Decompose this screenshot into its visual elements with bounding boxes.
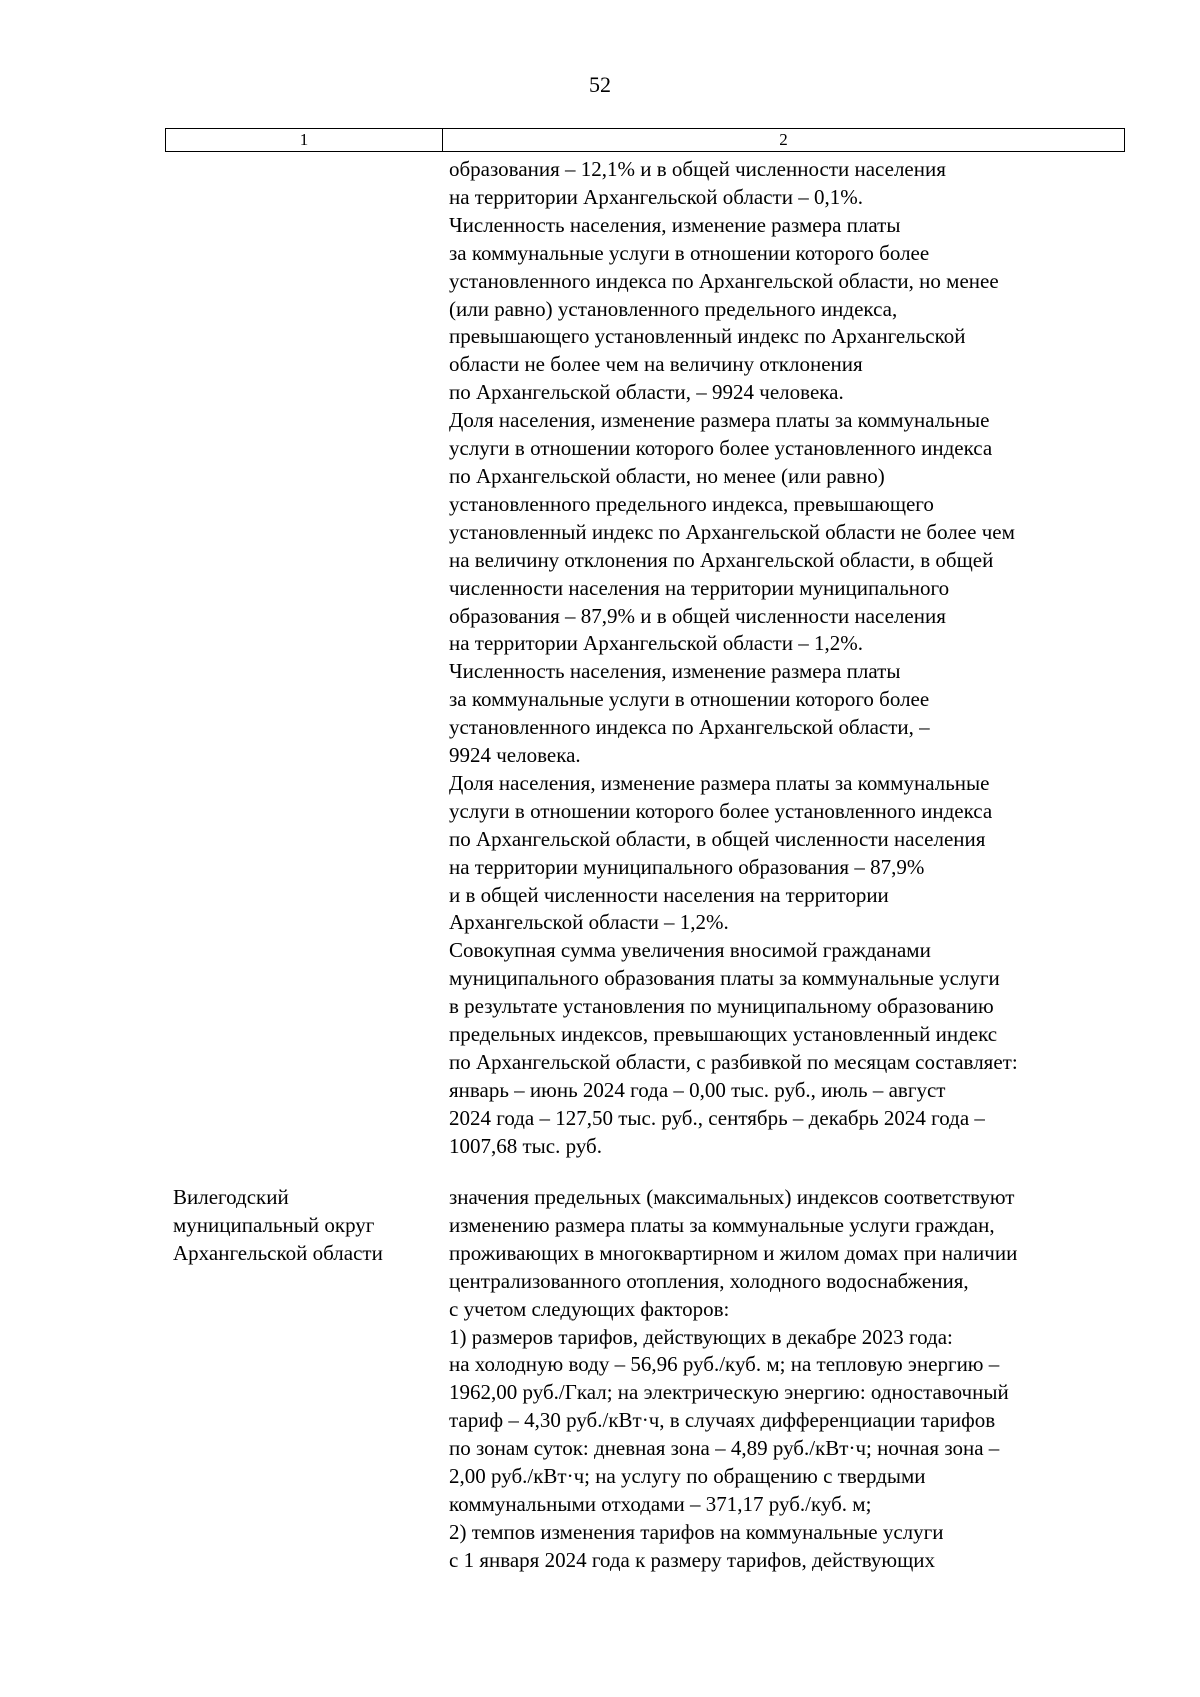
text-line: 1007,68 тыс. руб. (449, 1133, 602, 1158)
row-municipality-cell (173, 1184, 435, 1268)
text-line: превышающего установленный индекс по Архангельской (449, 324, 966, 349)
text-line: Численность населения, изменение размера платы (449, 659, 901, 684)
text-line: численности населения на территории муниципального (449, 575, 950, 600)
page-number: 52 (589, 72, 611, 97)
text-line: Вилегодский (173, 1185, 289, 1209)
text-line: по Архангельской области, в общей численности населения (449, 826, 986, 851)
text-line: и в общей численности населения на территории (449, 882, 889, 907)
text-line: проживающих в многоквартирном и жилом домах при наличии (449, 1240, 1018, 1265)
text-line: на территории Архангельской области – 0,1%. (449, 184, 863, 209)
text-line: 9924 человека. (449, 743, 581, 768)
text-line: централизованного отопления, холодного водоснабжения, (449, 1268, 969, 1293)
text-line: области не более чем на величину отклонения (449, 352, 863, 377)
text-line: с учетом следующих факторов: (449, 1296, 730, 1321)
text-line: муниципального образования платы за коммунальные услуги (449, 966, 1000, 991)
text-line: по Архангельской области, – 9924 человека. (449, 380, 844, 405)
text-line: услуги в отношении которого более установленного индекса (449, 798, 993, 823)
text-line: 2,00 руб./кВт·ч; на услугу по обращению с твердыми (449, 1464, 926, 1489)
text-line: за коммунальные услуги в отношении которого более (449, 687, 930, 712)
text-line: установленного индекса по Архангельской области, – (449, 715, 930, 740)
text-line: Доля населения, изменение размера платы за коммунальные (449, 770, 990, 795)
text-line: 2) темпов изменения тарифов на коммунальные услуги (449, 1519, 944, 1544)
text-line: значения предельных (максимальных) индексов соответствуют (449, 1185, 1015, 1209)
text-line: в результате установления по муниципальному образованию (449, 994, 994, 1019)
text-line: изменению размера платы за коммунальные услуги граждан, (449, 1212, 995, 1237)
text-line: на территории Архангельской области – 1,2%. (449, 631, 863, 656)
text-line: тариф – 4,30 руб./кВт·ч, в случаях дифференциации тарифов (449, 1408, 996, 1433)
row-description-cell (449, 1184, 1129, 1575)
text-line: (или равно) установленного предельного индекса, (449, 296, 898, 321)
text-line: по Архангельской области, с разбивкой по месяцам составляет: (449, 1050, 1018, 1074)
text-line: Архангельской области – 1,2%. (449, 910, 729, 935)
text-line: январь – июнь 2024 года – 0,00 тыс. руб., июль – август (449, 1077, 946, 1102)
text-line: предельных индексов, превышающих установленный индекс (449, 1022, 998, 1047)
text-line: на холодную воду – 56,96 руб./куб. м; на тепловую энергию – (449, 1352, 1000, 1377)
text-line: услуги в отношении которого более установленного индекса (449, 436, 993, 461)
text-line: с 1 января 2024 года к размеру тарифов, действующих (449, 1547, 935, 1572)
row-description-cell (449, 156, 1129, 1161)
text-line: Архангельской области (173, 1240, 383, 1265)
text-line: на величину отклонения по Архангельской области, в общей (449, 547, 994, 572)
table-header (165, 128, 1125, 152)
text-line: на территории муниципального образования – 87,9% (449, 854, 925, 879)
text-line: образования – 87,9% и в общей численности населения (449, 603, 946, 628)
text-line: образования – 12,1% и в общей численности населения (449, 157, 946, 181)
text-line: по Архангельской области, но менее (или равно) (449, 463, 885, 488)
text-line: установленного предельного индекса, превышающего (449, 491, 934, 516)
text-line: 2024 года – 127,50 тыс. руб., сентябрь – декабрь 2024 года – (449, 1105, 985, 1130)
text-line: установленный индекс по Архангельской области не более чем (449, 519, 1015, 544)
text-line: муниципальный округ (173, 1212, 375, 1237)
text-line: установленного индекса по Архангельской области, но менее (449, 268, 999, 293)
text-line: Совокупная сумма увеличения вносимой гражданами (449, 938, 931, 963)
column-number-2: 2 (443, 129, 1125, 152)
column-number-1: 1 (166, 129, 443, 152)
text-line: по зонам суток: дневная зона – 4,89 руб./кВт·ч; ночная зона – (449, 1436, 1000, 1461)
text-line: Численность населения, изменение размера платы (449, 212, 901, 237)
text-line: 1) размеров тарифов, действующих в декабре 2023 года: (449, 1324, 953, 1349)
text-line: Доля населения, изменение размера платы за коммунальные (449, 408, 990, 433)
text-line: за коммунальные услуги в отношении которого более (449, 240, 930, 265)
text-line: коммунальными отходами – 371,17 руб./куб. м; (449, 1491, 872, 1516)
text-line: 1962,00 руб./Гкал; на электрическую энергию: одноставочный (449, 1380, 1009, 1405)
